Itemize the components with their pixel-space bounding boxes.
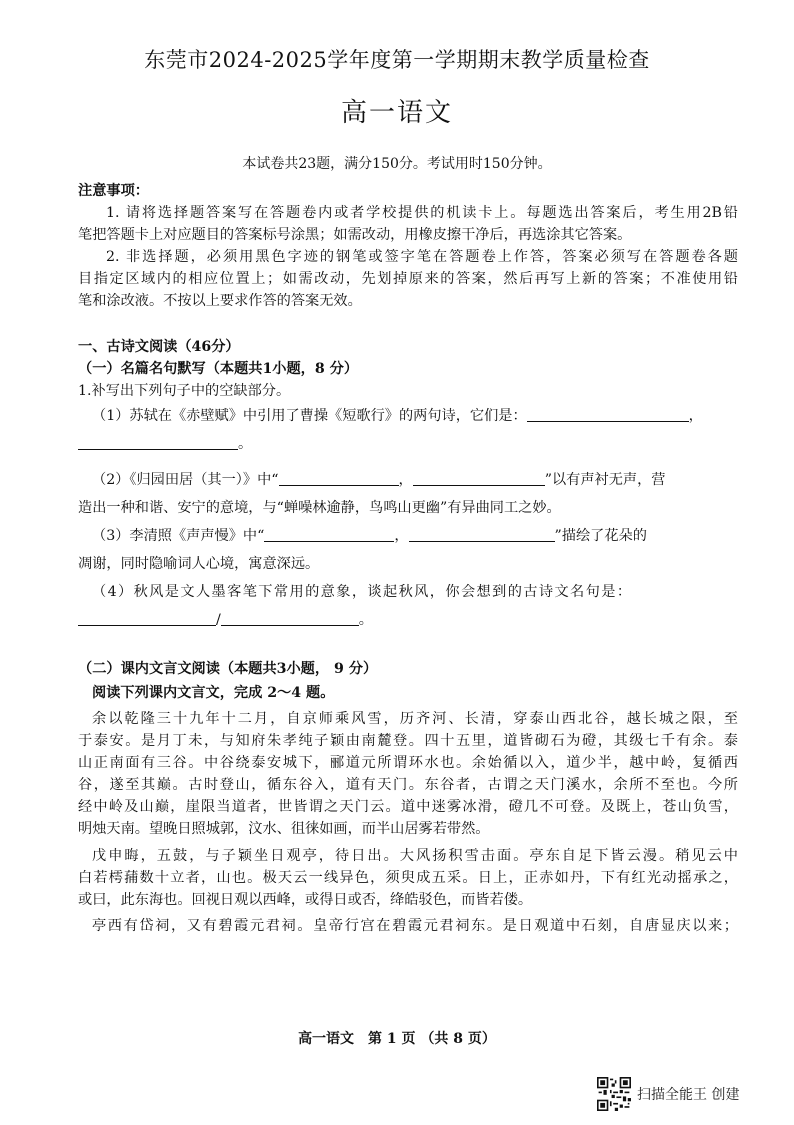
passage-line: 或曰，此东海也。回视日观以西峰，或得日或否，绛皓驳色，而皆若偻。: [78, 891, 533, 908]
passage-line: 明烛天南。望晚日照城郭，汶水、徂徕如画，而半山居雾若带然。: [78, 821, 490, 837]
question-1-3-text-a: （3）李清照《声声慢》中“: [92, 528, 265, 544]
notice-item-2-line-3: 笔和涂改液。不按以上要求作答的答案无效。: [78, 293, 362, 309]
passage-line: 于泰安。是月丁未，与知府朱孝纯子颖由南麓登。四十五里，道皆砌石为磴，其级七千有余。泰: [78, 733, 738, 749]
answer-blank[interactable]: [279, 469, 399, 486]
answer-blank[interactable]: [409, 525, 555, 542]
question-1-2-text-c: 造出一种和谐、安宁的意境，与“蝉噪林逾静，鸟鸣山更幽”有异曲同工之妙。: [78, 500, 561, 516]
exam-info: 本试卷共23题，满分150分。考试用时150分钟。: [242, 156, 552, 172]
answer-blank[interactable]: [264, 525, 394, 542]
notice-item-1-line-1: 1. 请将选择题答案写在答题卷内或者学校提供的机读卡上。每题选出答案后，考生用2B铅: [106, 205, 738, 221]
passage-line: 戊申晦，五鼓，与子颖坐日观亭，待日出。大风扬积雪击面。亭东自足下皆云漫。稍见云中: [92, 847, 738, 864]
answer-blank[interactable]: [78, 433, 238, 450]
answer-blank[interactable]: [221, 609, 359, 626]
comma: ，: [394, 528, 409, 544]
exam-title: 东莞市2024-2025学年度第一学期期末教学质量检查: [144, 48, 650, 72]
passage-line: 亭西有岱祠，又有碧霞元君祠。皇帝行宫在碧霞元君祠东。是日观道中石刻，自唐显庆以来；: [92, 918, 738, 935]
question-1-3-text-b: ”描绘了花朵的: [554, 528, 647, 544]
question-1-1-cont: [78, 430, 738, 458]
section-1-heading: 一、古诗文阅读（46分）: [78, 339, 240, 355]
question-1-2-text-b: ”以有声衬无声，营: [544, 472, 666, 488]
notice-item-2-line-2: 目指定区域内的相应位置上；如需改动，先划掉原来的答案，然后再写上新的答案；不准使用铅: [78, 271, 738, 287]
question-1-3: [78, 522, 738, 550]
page-footer: 高一语文 第 1 页 （共 8 页）: [298, 1031, 496, 1047]
comma: ，: [398, 472, 413, 488]
slash: /: [216, 612, 221, 628]
classical-passage: [78, 706, 738, 935]
qr-code-icon: [597, 1077, 631, 1111]
exam-body: [78, 180, 738, 935]
part-1-heading: （一）名篇名句默写（本题共1小题，8 分）: [78, 361, 359, 377]
watermark-text: 扫描全能王 创建: [637, 1087, 740, 1103]
answer-blank[interactable]: [78, 609, 216, 626]
passage-line: 山正南面有三谷。中谷绕泰安城下，郦道元所谓环水也。余始循以入，道少半，越中岭，复循西: [78, 755, 738, 771]
answer-blank[interactable]: [413, 469, 545, 486]
question-1-stem: 1.补写出下列句子中的空缺部分。: [78, 383, 291, 399]
passage-line: 余以乾隆三十九年十二月，自京师乘风雪，历齐河、长清，穿泰山西北谷，越长城之限，至: [92, 711, 738, 727]
part-2-heading: （二）课内文言文阅读（本题共3小题， 9 分）: [78, 661, 378, 677]
question-1-2: [78, 466, 738, 494]
question-1-3-text-c: 凋谢，同时隐喻词人心境，寓意深远。: [78, 556, 320, 572]
period: 。: [358, 612, 373, 628]
question-1-4-answers: [78, 606, 738, 634]
answer-blank[interactable]: [527, 405, 689, 422]
question-1-1: [78, 402, 738, 430]
question-1-1-text: （1）苏轼在《赤壁赋》中引用了曹操《短歌行》的两句诗，它们是：: [92, 408, 527, 424]
notice-heading: 注意事项：: [78, 183, 149, 199]
passage-line: 谷，遂至其巅。古时登山，循东谷入，道有天门。东谷者，古谓之天门溪水，余所不至也。今所: [78, 777, 738, 793]
question-1-4: （4）秋风是文人墨客笔下常用的意象，谈起秋风，你会想到的古诗文名句是：: [92, 584, 633, 600]
comma: ，: [688, 408, 703, 424]
passage-line: 白若樗蒱数十立者，山也。极天云一线异色，须臾成五采。日上，正赤如丹，下有红光动摇承之，: [78, 869, 738, 886]
notice-item-2-line-1: 2. 非选择题，必须用黑色字迹的钢笔或签字笔在答题卷上作答，答案必须写在答题卷各题: [106, 249, 738, 265]
scanner-watermark: [597, 1077, 739, 1111]
subject-title: 高一语文: [340, 98, 453, 128]
passage-line: 经中岭及山巅，崖限当道者，世皆谓之天门云。道中迷雾冰滑，磴几不可登。及既上，苍山负雪，: [78, 799, 738, 815]
question-1-2-text-a: （2）《归园田居（其一）》中“: [92, 472, 279, 488]
period: 。: [238, 436, 253, 452]
part-2-intro: 阅读下列课内文言文，完成 2～4 题。: [92, 685, 335, 701]
notice-item-1-line-2: 笔把答题卡上对应题目的答案标号涂黑；如需改动，用橡皮擦干净后，再选涂其它答案。: [78, 227, 632, 243]
